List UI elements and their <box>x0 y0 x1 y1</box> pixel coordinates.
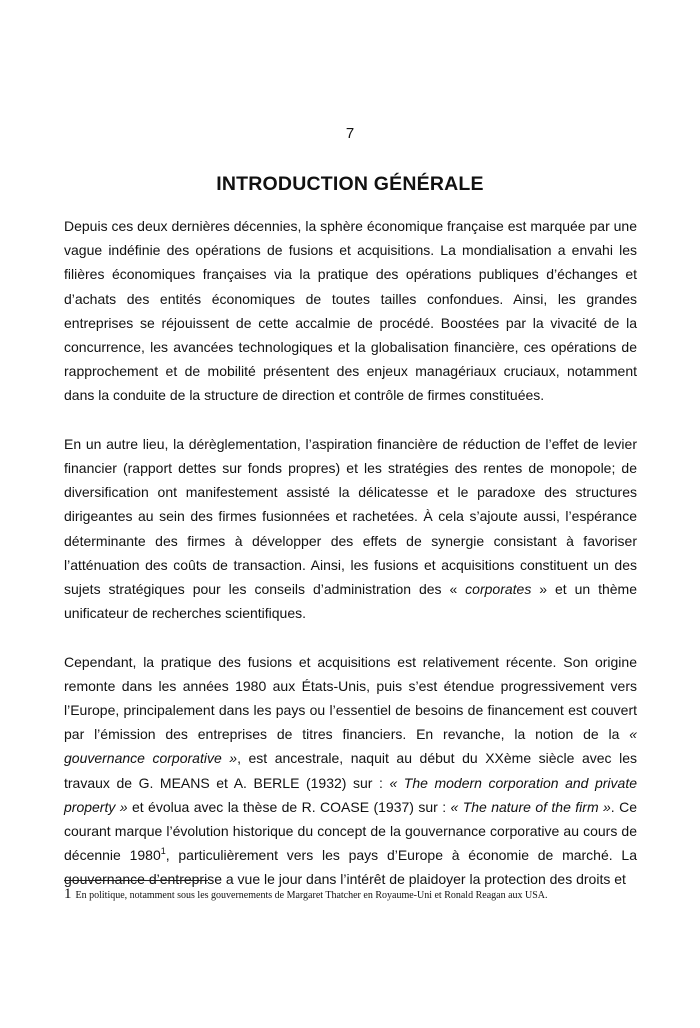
paragraph-2-text-c: » et un thème unificateur de recherches scientifiques. <box>64 581 637 622</box>
paragraph-3-italic-gouvernance: « gouvernance corporative » <box>64 726 637 767</box>
paragraph-3-text-g: . Ce courant marque l’évolution historique du concept de la gouvernance corporative au cours de décennie 1980 <box>64 798 637 864</box>
page-title: INTRODUCTION GÉNÉRALE <box>216 173 484 195</box>
footnote-number: 1 <box>64 886 72 902</box>
page-number: 7 <box>345 125 355 142</box>
paragraph-3-italic-nature-firm: « The nature of the firm » <box>450 798 611 815</box>
paragraph-3-text-c: , est ancestrale, naquit au début du XXème siècle avec les travaux de G. MEANS et A. BERLE (1932) sur : <box>64 750 637 791</box>
paragraph-3-text-a: Cependant, la pratique des fusions et acquisitions est relativement récente. Son origine remonte dans les années 1980 aux États-Unis, puis s’est étendue progressivement vers l’Europe, principalement dans les pays ou l’essentiel de besoins de financement est couvert par l’émission des entreprises de titres financiers. En revanche, la notion de la <box>64 653 637 743</box>
footnote-text: En politique, notamment sous les gouvernements de Margaret Thatcher en Royaume-Uni et Ronald Reagan aux USA. <box>75 890 548 901</box>
paragraph-2-text-a: En un autre lieu, la dérèglementation, l’aspiration financière de réduction de l’effet de levier financier (rapport dettes sur fonds propres) et les stratégies des rentes de monopole; de diversification ont manifestement assisté la délicatesse et le paradoxe des structures dirigeantes au sein des firmes fusionnées et rachetées. À cela s’ajoute aussi, l’espérance déterminante des firmes à développer des effets de synergie consistant à favoriser l’atténuation des coûts de transaction. Ainsi, les fusions et acquisitions constituent un des sujets stratégiques pour les conseils d’administration des « <box>64 435 637 598</box>
paragraph-2-italic-corporates: corporates <box>465 581 532 598</box>
paragraph-3 <box>64 650 637 892</box>
paragraph-3-italic-modern-corporation: « The modern corporation and private property » <box>64 774 638 815</box>
paragraph-3-text-h: , particulièrement vers les pays d’Europe à économie de marché. La gouvernance d’entreprise a vue le jour dans l’intérêt de plaidoyer la protection des droits et <box>64 847 637 888</box>
paragraph-3-text-e: et évolua avec la thèse de R. COASE (1937) sur : <box>127 798 451 815</box>
paragraph-2 <box>64 432 637 626</box>
paragraph-1: Depuis ces deux dernières décennies, la sphère économique française est marquée par une vague indéfinie des opérations de fusions et acquisitions. La mondialisation a envahi les filières économiques françaises via la pratique des opérations publiques d’échanges et d’achats des entités économiques de toutes tailles confondues. Ainsi, les grandes entreprises se réjouissent de cette accalmie de procédé. Boostées par la vivacité de la concurrence, les avancées technologiques et la globalisation financière, ces opérations de rapprochement et de mobilité présentent des enjeux managériaux cruciaux, notamment dans la conduite de la structure de direction et contrôle de firmes constituées. <box>64 218 637 404</box>
footnote-divider <box>64 880 208 881</box>
body-text <box>64 214 637 892</box>
footnote <box>64 886 664 903</box>
footnote-reference[interactable]: 1 <box>160 846 166 857</box>
